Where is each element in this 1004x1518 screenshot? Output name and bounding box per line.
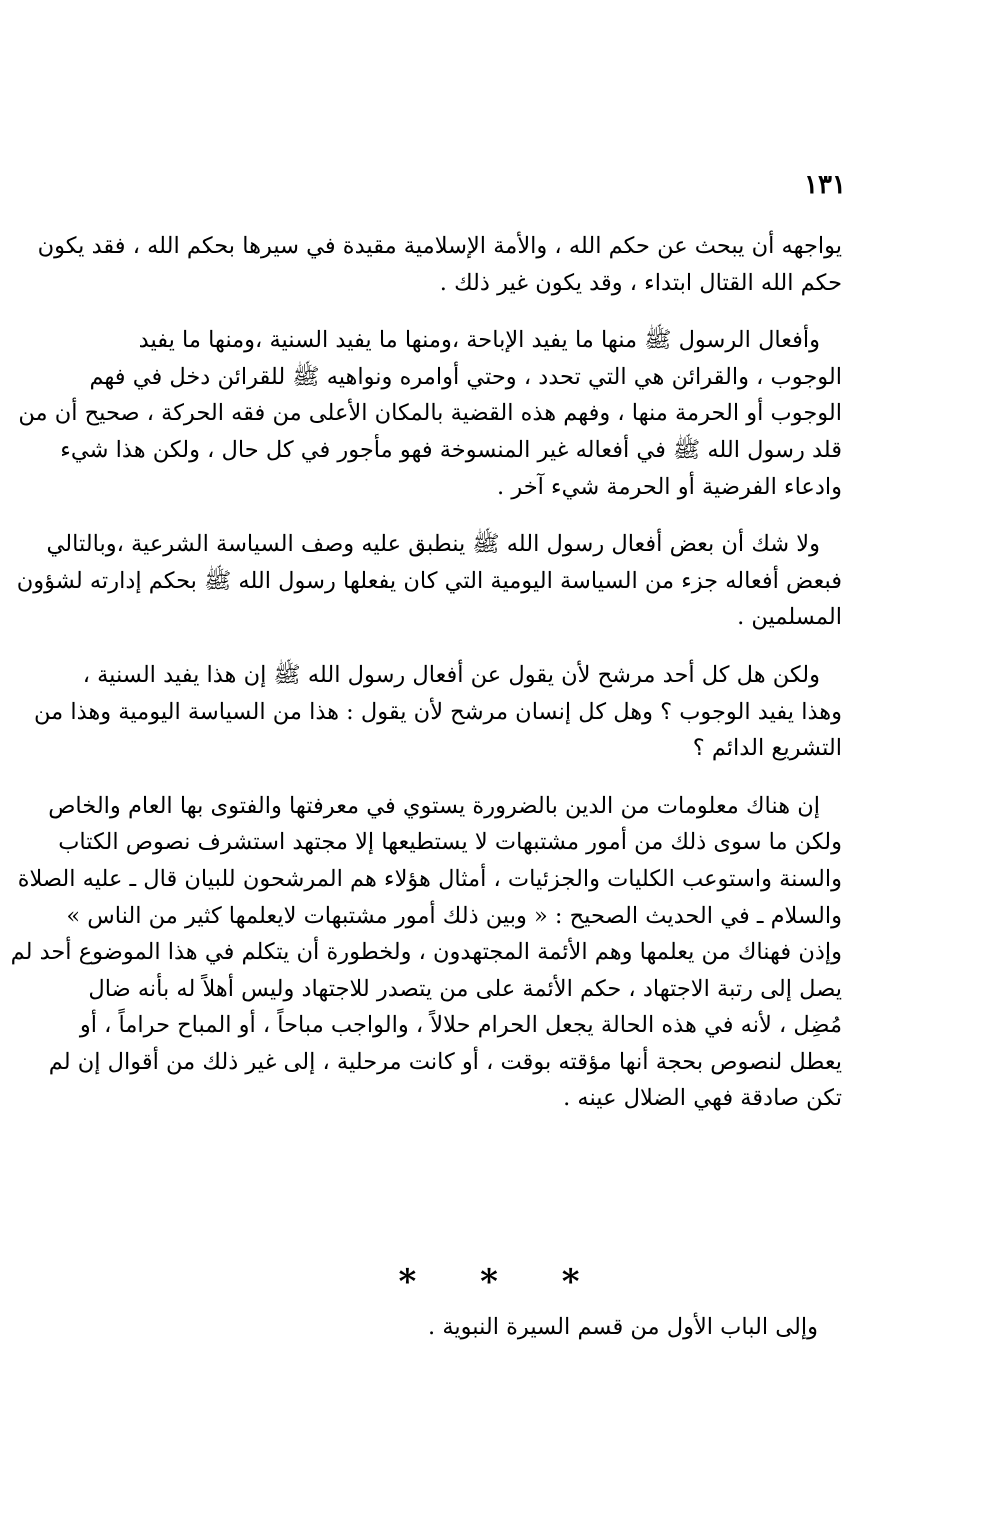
paragraph-1 [37,228,842,301]
text-line: وإذن فهناك من يعلمها وهم الأئمة المجتهدون ، ولخطورة أن يتكلم في هذا الموضوع أحد لم [10,939,842,966]
text-line: والسلام ـ في الحديث الصحيح : « وبين ذلك أمور مشتبهات لايعلمها كثير من الناس » [66,902,842,929]
text-line: يصل إلى رتبة الاجتهاد ، حكم الأئمة على من يتصدر للاجتهاد وليس أهلاً له بأنه ضال [88,975,842,1002]
text-line: ولكن ما سوى ذلك من أمور مشتبهات لا يستطيعها إلا مجتهد استشرف نصوص الكتاب [58,829,842,856]
paragraph-5 [10,788,842,1117]
text-line: ولا شك أن بعض أفعال رسول الله ﷺ ينطبق عليه وصف السياسة الشرعية ،وبالتالي [46,531,820,558]
text-line: التشريع الدائم ؟ [692,735,842,762]
text-line: الوجوب ، والقرائن هي التي تحدد ، وحتي أوامره ونواهيه ﷺ للقرائن دخل في فهم [89,363,842,390]
section-separator: * * * [398,1262,606,1302]
text-line: يواجهه أن يبحث عن حكم الله ، والأمة الإسلامية مقيدة في سيرها بحكم الله ، فقد يكون [37,233,842,259]
body-text [10,228,842,1138]
paragraph-4 [34,657,842,767]
text-line: فبعض أفعاله جزء من السياسة اليومية التي كان يفعلها رسول الله ﷺ بحكم إدارته لشؤون [16,567,842,594]
text-line: الوجوب أو الحرمة منها ، وفهم هذه القضية بالمكان الأعلى من فقه الحركة ، صحيح أن من [18,400,842,427]
text-line: يعطل لنصوص بحجة أنها مؤقته بوقت ، أو كانت مرحلية ، إلى غير ذلك من أقوال إن لم [48,1048,842,1075]
text-line: تكن صادقة فهي الضلال عينه . [563,1085,842,1112]
text-line: مُضِل ، لأنه في هذه الحالة يجعل الحرام حلالاً ، والواجب مباحاً ، أو المباح حراماً ، أو [79,1012,842,1039]
text-line: وأفعال الرسول ﷺ منها ما يفيد الإباحة ،ومنها ما يفيد السنية ،ومنها ما يفيد [138,327,820,354]
text-line: ولكن هل كل أحد مرشح لأن يقول عن أفعال رسول الله ﷺ إن هذا يفيد السنية ، [82,661,820,688]
closing-line: وإلى الباب الأول من قسم السيرة النبوية . [428,1314,818,1340]
text-line: والسنة واستوعب الكليات والجزئيات ، أمثال هؤلاء هم المرشحون للبيان قال ـ عليه الصلاة [17,865,842,892]
text-line: حكم الله القتال ابتداء ، وقد يكون غير ذلك . [439,269,842,296]
text-line: وهذا يفيد الوجوب ؟ وهل كل إنسان مرشح لأن يقول : هذا من السياسة اليومية وهذا من [34,698,842,725]
text-line: إن هناك معلومات من الدين بالضرورة يستوي في معرفتها والفتوى بها العام والخاص [48,792,820,819]
paragraph-2 [18,322,842,505]
text-line: وادعاء الفرضية أو الحرمة شيء آخر . [497,473,842,500]
text-line: المسلمين . [737,604,842,631]
text-line: قلد رسول الله ﷺ في أفعاله غير المنسوخة فهو مأجور في كل حال ، ولكن هذا شيء [60,436,842,463]
page-number: ١٣١ [804,170,846,200]
paragraph-3 [16,526,842,636]
